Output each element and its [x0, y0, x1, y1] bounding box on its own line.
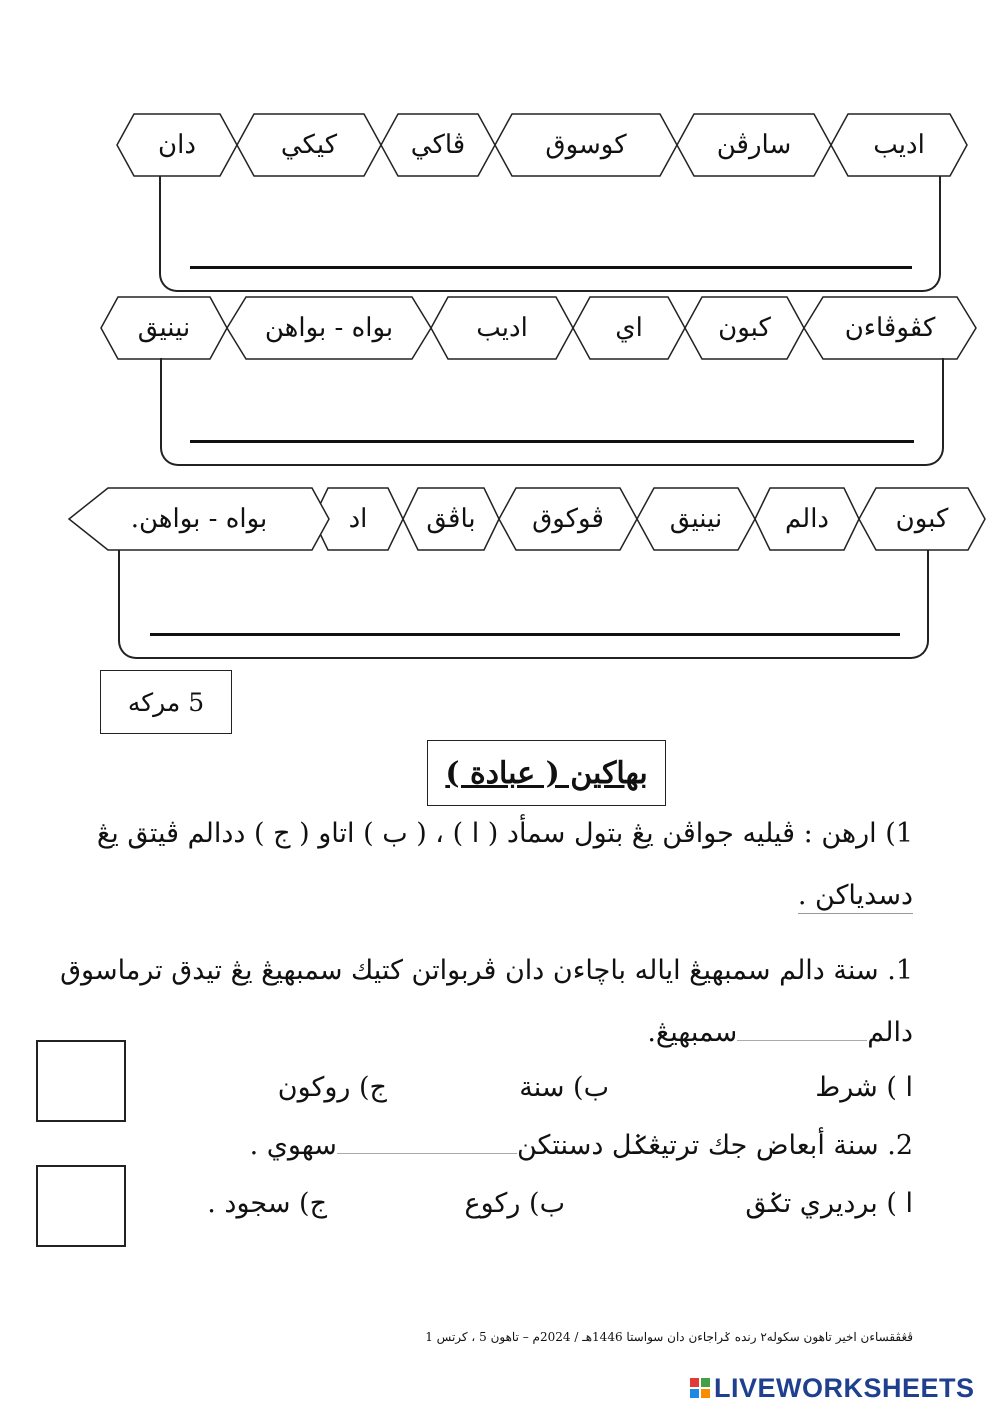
brand-logo[interactable] — [690, 1374, 975, 1402]
word-label: ڤاكي — [410, 130, 466, 160]
instruction-number: 1) — [885, 818, 913, 849]
question-1-option-b[interactable] — [519, 1072, 609, 1103]
answer-box-q1[interactable] — [36, 1040, 126, 1122]
word-label: دالم — [784, 504, 830, 534]
word-label: بواه - بواهن. — [130, 504, 268, 534]
option-label: ب) سنة — [519, 1072, 609, 1103]
marks-box — [100, 670, 232, 734]
question-1-text-after: سمبهيڠ. — [647, 1017, 738, 1048]
brand-name: LIVEWORKSHEETS — [714, 1372, 975, 1403]
section-title: بهاكين ( عبادة ) — [445, 755, 648, 791]
word-label: كوسوق — [545, 130, 627, 160]
question-2-line-1 — [250, 1130, 913, 1161]
section-title-box — [427, 740, 666, 806]
instruction-line-2 — [798, 880, 913, 911]
instruction-text: ارهن : ڤيليه جواڤن يڠ بتول سمأد ( ا ) ، ( ب ) اتاو ( ج ) ددالم ڤيتق يڠ — [96, 818, 877, 849]
option-label: ج) سجود . — [207, 1188, 327, 1219]
word-label: كبون — [895, 504, 949, 534]
question-1-line-2 — [647, 1017, 913, 1048]
word-label: اي — [615, 313, 643, 343]
word-label: كيكي — [280, 130, 338, 160]
word-hex[interactable] — [754, 487, 860, 551]
option-label: ج) روكون — [277, 1072, 387, 1103]
question-1-text-before: دالم — [867, 1017, 913, 1048]
question-2-option-b[interactable] — [465, 1188, 566, 1219]
question-2-option-a[interactable] — [745, 1188, 913, 1219]
option-label: ب) ركوع — [464, 1188, 565, 1219]
word-hex[interactable] — [636, 487, 756, 551]
option-label: ا ) شرط — [815, 1072, 913, 1103]
answer-blank-1[interactable] — [737, 1040, 867, 1041]
word-label: بواه - بواهن — [264, 313, 394, 343]
word-label: نينيق — [669, 504, 723, 534]
word-label: اد — [348, 504, 368, 534]
question-2-option-c[interactable] — [207, 1188, 327, 1219]
word-hex[interactable] — [498, 487, 638, 551]
word-label: باڤق — [426, 504, 476, 534]
instruction-line-1 — [97, 818, 913, 849]
question-2-text-after: سهوي . — [249, 1130, 337, 1161]
word-label: سارڤن — [716, 130, 792, 160]
answer-box-q2[interactable] — [36, 1165, 126, 1247]
word-hex[interactable] — [68, 487, 330, 551]
word-hex[interactable] — [858, 487, 986, 551]
question-1-option-a[interactable] — [815, 1072, 913, 1103]
word-label: دان — [158, 130, 196, 160]
word-label: كبون — [718, 313, 771, 343]
word-label: نينيق — [137, 313, 191, 343]
answer-line-3 — [150, 633, 900, 636]
question-1-line-1 — [60, 955, 913, 986]
brand-logo-icon — [690, 1378, 710, 1398]
word-label: ڤوكوق — [532, 504, 604, 534]
word-hex[interactable] — [402, 487, 500, 551]
word-label: كڤوڤاءن — [844, 313, 936, 343]
option-label: ا ) برديري تݢق — [745, 1188, 913, 1219]
answer-blank-2[interactable] — [337, 1153, 517, 1154]
word-label: اديب — [873, 130, 925, 160]
question-1-text: 1. سنة دالم سمبهيڠ اياله باچاءن دان ڤربواتن كتيك سمبهيڠ يڠ تيدق ترماسوق — [60, 955, 913, 986]
instruction-text-cont: دسدياكن . — [798, 880, 913, 914]
marks-label: 5 مركه — [127, 687, 205, 717]
question-1-option-c[interactable] — [278, 1072, 387, 1103]
word-label: اديب — [476, 313, 528, 343]
question-2-text-before: 2. سنة أبعاض جك ترتيڠݢل دسنتكن — [516, 1130, 913, 1161]
answer-box-3[interactable] — [118, 550, 929, 659]
footer-text: ڤڠڤقساءن اخير تاهون سكوله٢ رنده ݢراجاءن دان سواستا 1446هـ / 2024م – تاهون 5 ، كرتس 1 — [425, 1330, 913, 1344]
